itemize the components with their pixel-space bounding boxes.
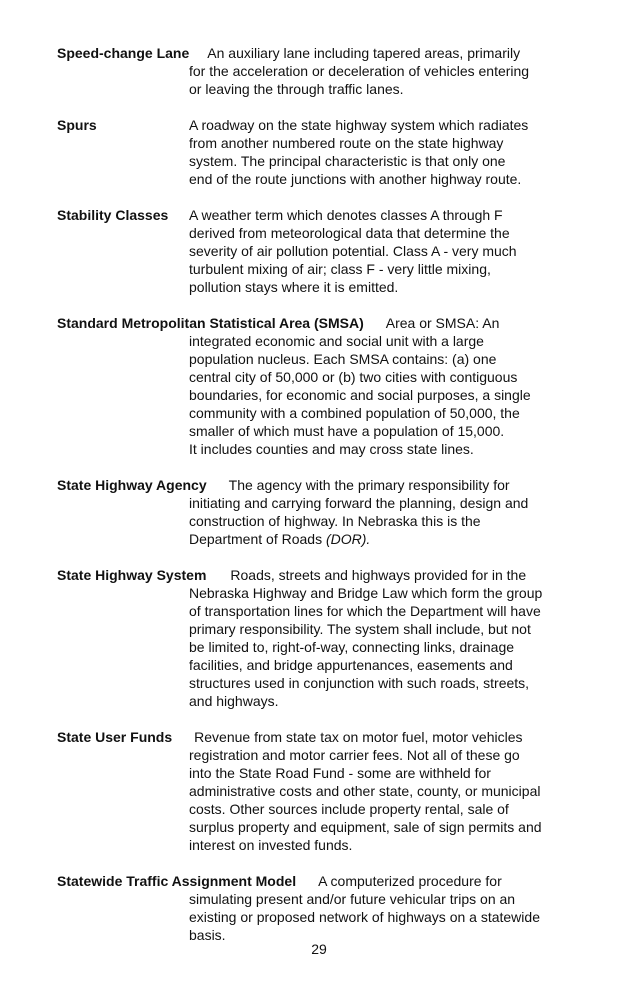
definition-line	[57, 62, 577, 80]
definition-text: surplus property and equipment, sale of sign permits and	[189, 819, 542, 835]
glossary-term: State Highway System	[57, 567, 207, 583]
entry-first-line	[57, 872, 577, 890]
definition-text: simulating present and/or future vehicular trips on an	[189, 891, 516, 907]
definition-line	[57, 350, 577, 368]
glossary-page	[57, 44, 577, 962]
definition-line	[57, 404, 577, 422]
glossary-term: Spurs	[57, 117, 97, 133]
definition-line	[57, 800, 577, 818]
definition-line	[57, 746, 577, 764]
definition-text: end of the route junctions with another highway route.	[189, 171, 522, 187]
definition-text: Roads, streets and highways provided for in the	[230, 567, 527, 583]
glossary-term: Speed-change Lane	[57, 45, 190, 61]
definition-line	[57, 656, 577, 674]
glossary-entry	[57, 728, 577, 854]
glossary-entry	[57, 566, 577, 710]
glossary-term: Stability Classes	[57, 207, 169, 223]
definition-text: be limited to, right-of-way, connecting links, drainage	[189, 639, 515, 655]
glossary-entry	[57, 872, 577, 944]
definition-text: community with a combined population of 50,000, the	[189, 405, 520, 421]
definition-text: A weather term which denotes classes A through F	[189, 207, 503, 223]
entry-first-line	[57, 116, 577, 134]
definition-text: from another numbered route on the state highway	[189, 135, 504, 151]
definition-text: A computerized procedure for	[318, 873, 502, 889]
definition-text: administrative costs and other state, county, or municipal	[189, 783, 541, 799]
glossary-entry	[57, 206, 577, 296]
definition-line	[57, 242, 577, 260]
definition-text: A roadway on the state highway system which radiates	[189, 117, 529, 133]
definition-text: of transportation lines for which the Department will have	[189, 603, 541, 619]
glossary-term: State Highway Agency	[57, 477, 207, 493]
definition-line	[57, 224, 577, 242]
glossary-term: Statewide Traffic Assignment Model	[57, 873, 297, 889]
definition-abbreviation: (DOR).	[325, 531, 371, 547]
entry-first-line	[57, 476, 577, 494]
definition-line	[57, 584, 577, 602]
glossary-entry	[57, 314, 577, 458]
definition-line	[57, 440, 577, 458]
definition-line	[57, 836, 577, 854]
definition-line	[57, 386, 577, 404]
entry-first-line	[57, 44, 577, 62]
definition-text: registration and motor carrier fees. Not all of these go	[189, 747, 520, 763]
definition-text: primary responsibility. The system shall include, but not	[189, 621, 531, 637]
definition-text: The agency with the primary responsibility for	[228, 477, 510, 493]
definition-text: and highways.	[189, 693, 279, 709]
definition-text: Revenue from state tax on motor fuel, motor vehicles	[194, 729, 523, 745]
glossary-entry	[57, 44, 577, 98]
definition-text: Department of Roads	[189, 531, 326, 547]
definition-line	[57, 368, 577, 386]
definition-text: existing or proposed network of highways on a statewide	[189, 909, 540, 925]
definition-line	[57, 692, 577, 710]
definition-text: integrated economic and social unit with a large	[189, 333, 484, 349]
definition-line	[57, 764, 577, 782]
definition-text: population nucleus. Each SMSA contains: (a) one	[189, 351, 497, 367]
definition-text: pollution stays where it is emitted.	[189, 279, 399, 295]
definition-text: structures used in conjunction with such roads, streets,	[189, 675, 530, 691]
definition-text: Area or SMSA: An	[385, 315, 500, 331]
definition-line	[57, 638, 577, 656]
definition-line	[57, 620, 577, 638]
glossary-term: State User Funds	[57, 729, 173, 745]
definition-text: facilities, and bridge appurtenances, easements and	[189, 657, 513, 673]
definition-text: central city of 50,000 or (b) two cities with contiguous	[189, 369, 518, 385]
definition-line	[57, 278, 577, 296]
glossary-entry	[57, 476, 577, 548]
definition-text: It includes counties and may cross state lines.	[189, 441, 474, 457]
definition-text: interest on invested funds.	[189, 837, 353, 853]
definition-text: initiating and carrying forward the planning, design and	[189, 495, 529, 511]
definition-line	[57, 674, 577, 692]
definition-text: severity of air pollution potential. Class A - very much	[189, 243, 517, 259]
definition-line	[57, 602, 577, 620]
definition-text: system. The principal characteristic is that only one	[189, 153, 506, 169]
definition-line	[57, 422, 577, 440]
definition-text: An auxiliary lane including tapered areas, primarily	[207, 45, 521, 61]
definition-text: for the acceleration or deceleration of vehicles entering	[189, 63, 530, 79]
definition-line	[57, 134, 577, 152]
entry-first-line	[57, 314, 577, 332]
entry-first-line	[57, 206, 577, 224]
definition-line	[57, 80, 577, 98]
definition-line	[57, 170, 577, 188]
definition-text: costs. Other sources include property rental, sale of	[189, 801, 509, 817]
glossary-term: Standard Metropolitan Statistical Area (SMSA)	[57, 315, 364, 331]
definition-text: basis.	[189, 927, 226, 943]
definition-line	[57, 530, 577, 548]
glossary-entry	[57, 116, 577, 188]
definition-text: or leaving the through traffic lanes.	[189, 81, 404, 97]
entry-first-line	[57, 566, 577, 584]
page-number: 29	[311, 941, 327, 957]
definition-line	[57, 494, 577, 512]
entry-first-line	[57, 728, 577, 746]
definition-line	[57, 152, 577, 170]
definition-text: boundaries, for economic and social purposes, a single	[189, 387, 531, 403]
definition-text: derived from meteorological data that determine the	[189, 225, 510, 241]
definition-line	[57, 260, 577, 278]
definition-text: turbulent mixing of air; class F - very little mixing,	[189, 261, 491, 277]
definition-line	[57, 512, 577, 530]
definition-line	[57, 890, 577, 908]
definition-text: construction of highway. In Nebraska this is the	[189, 513, 481, 529]
definition-line	[57, 818, 577, 836]
definition-line	[57, 782, 577, 800]
definition-line	[57, 332, 577, 350]
definition-text: into the State Road Fund - some are withheld for	[189, 765, 491, 781]
definition-text: Nebraska Highway and Bridge Law which form the group	[189, 585, 543, 601]
definition-text: smaller of which must have a population of 15,000.	[189, 423, 505, 439]
definition-line	[57, 908, 577, 926]
